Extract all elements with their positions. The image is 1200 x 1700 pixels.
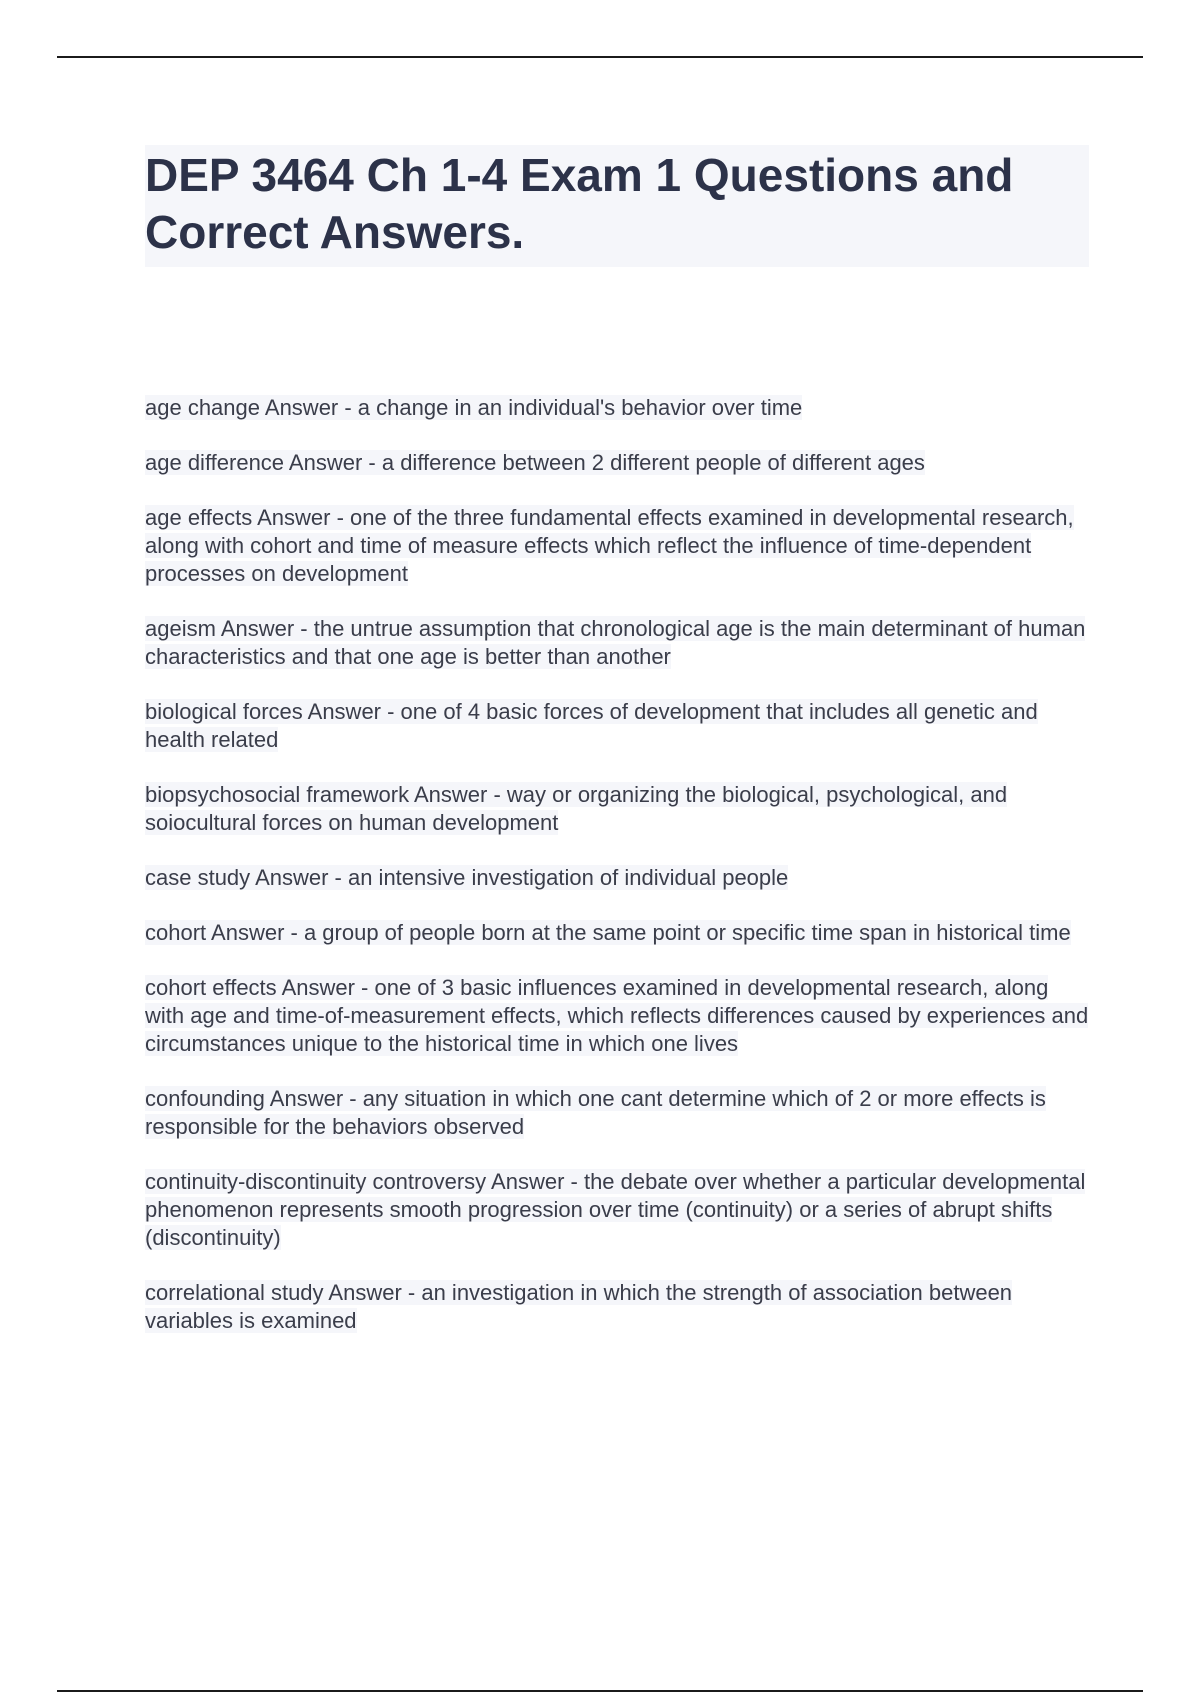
entry-text: continuity-discontinuity controversy Answer - the debate over whether a particular developmental phenomenon represents smooth progression over time (continuity) or a series of abrupt shifts (discontinuity)	[145, 1169, 1086, 1250]
document-title: DEP 3464 Ch 1-4 Exam 1 Questions and Correct Answers.	[145, 149, 1014, 258]
list-item	[145, 864, 1089, 892]
top-rule	[57, 56, 1143, 58]
list-item	[145, 781, 1089, 837]
entry-text: age change Answer - a change in an individual's behavior over time	[145, 395, 803, 420]
list-item	[145, 698, 1089, 754]
list-item	[145, 449, 1089, 477]
entry-list	[145, 394, 1089, 1362]
list-item	[145, 1085, 1089, 1141]
list-item	[145, 1168, 1089, 1252]
list-item	[145, 974, 1089, 1058]
entry-text: cohort Answer - a group of people born at the same point or specific time span in historical time	[145, 920, 1071, 945]
entry-text: age difference Answer - a difference between 2 different people of different ages	[145, 450, 925, 475]
list-item	[145, 394, 1089, 422]
title-block	[145, 145, 1089, 267]
entry-text: correlational study Answer - an investigation in which the strength of association between variables is examined	[145, 1280, 1013, 1333]
list-item	[145, 615, 1089, 671]
list-item	[145, 919, 1089, 947]
list-item	[145, 504, 1089, 588]
entry-text: biopsychosocial framework Answer - way or organizing the biological, psychological, and soiocultural forces on human development	[145, 782, 1008, 835]
entry-text: ageism Answer - the untrue assumption that chronological age is the main determinant of human characteristics and that one age is better than another	[145, 616, 1086, 669]
bottom-rule	[57, 1690, 1143, 1692]
list-item	[145, 1279, 1089, 1335]
entry-text: case study Answer - an intensive investigation of individual people	[145, 865, 789, 890]
entry-text: biological forces Answer - one of 4 basic forces of development that includes all genetic and health related	[145, 699, 1038, 752]
entry-text: cohort effects Answer - one of 3 basic influences examined in developmental research, along with age and time-of-measurement effects, which reflects differences caused by experiences and circumstances unique to the historical time in which one lives	[145, 975, 1089, 1056]
entry-text: age effects Answer - one of the three fundamental effects examined in developmental research, along with cohort and time of measure effects which reflect the influence of time-dependent processes on development	[145, 505, 1074, 586]
entry-text: confounding Answer - any situation in which one cant determine which of 2 or more effects is responsible for the behaviors observed	[145, 1086, 1046, 1139]
